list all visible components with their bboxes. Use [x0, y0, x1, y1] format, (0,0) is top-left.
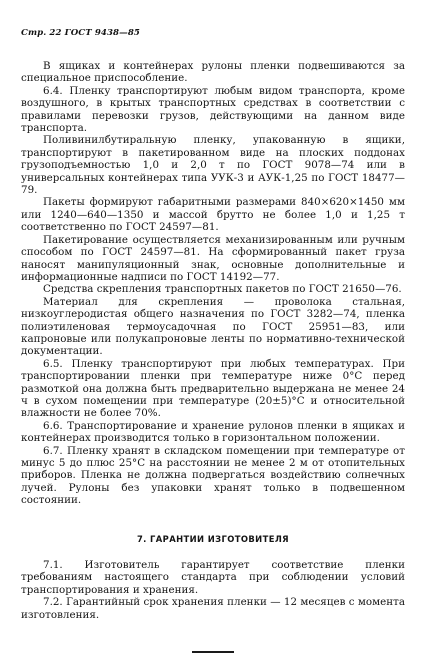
paragraph: Пакеты формируют габаритными размерами 840×620×1450 мм или 1240—640—1350 и массой брутто не более 1,0 и 1,25 т соответственно по ГОСТ 24597—81.	[21, 196, 405, 234]
paragraph: 6.4. Пленку транспортируют любым видом транспорта, кроме воздушного, в крытых транспортных средствах в соответствии с правилами перевозки грузов, действующими на данном виде транспорта.	[21, 84, 405, 135]
paragraph: Средства скрепления транспортных пакетов по ГОСТ 21650—76.	[43, 283, 402, 296]
paragraph: 6.6. Транспортирование и хранение рулонов пленки в ящиках и контейнерах производится только в горизонтальном положении.	[21, 419, 405, 445]
running-head: Стр. 22 ГОСТ 9438—85	[21, 28, 140, 38]
paragraph: 6.7. Пленку хранят в складском помещении при температуре от минус 5 до плюс 25°С на расстоянии не менее 2 м от отопительных приборов. Пленка не должна подвергаться воздействию солнечных лучей. Рулоны без упаковки хранят только в подвешенном состоянии.	[21, 444, 405, 507]
paragraph: 7.2. Гарантийный срок хранения пленки — 12 месяцев с момента изготовления.	[21, 596, 405, 621]
paragraph: Пакетирование осуществляется механизированным или ручным способом по ГОСТ 24597—81. На сформированный пакет груза наносят манипуляционный знак, основные дополнительные и информационные надписи по ГОСТ 14192—77.	[21, 233, 405, 283]
paragraph: В ящиках и контейнерах рулоны пленки подвешиваются за специальное приспособление.	[21, 60, 405, 85]
paragraph: Материал для скрепления — проволока стальная, низкоуглеродистая общего назначения по ГОСТ 3282—74, пленка полиэтиленовая термоусадочная по ГОСТ 25951—83, или капроновые или полукапроновые ленты по нормативно-технической документации.	[21, 295, 405, 358]
paragraph: 6.5. Пленку транспортируют при любых температурах. При транспортировании пленки при температуре ниже 0°С перед размоткой она должна быть предварительно выдержана не менее 24 ч в сухом помещении при температуре (20±5)°С и относительной влажности не более 70%.	[21, 357, 405, 420]
paragraph: 7.1. Изготовитель гарантирует соответствие пленки требованиям настоящего стандарта при соблюдении условий транспортирования и хранения.	[21, 559, 405, 596]
document-body	[21, 60, 405, 653]
paragraph: Поливинилбутиральную пленку, упакованную в ящики, транспортируют в пакетированном виде на плоских поддонах грузоподъемностью 1,0 и 2,0 т по ГОСТ 9078—74 или в универсальных контейнерах типа УУК-3 и АУК-1,25 по ГОСТ 18477—79.	[21, 134, 405, 197]
section-title: 7. ГАРАНТИИ ИЗГОТОВИТЕЛЯ	[136, 533, 290, 544]
